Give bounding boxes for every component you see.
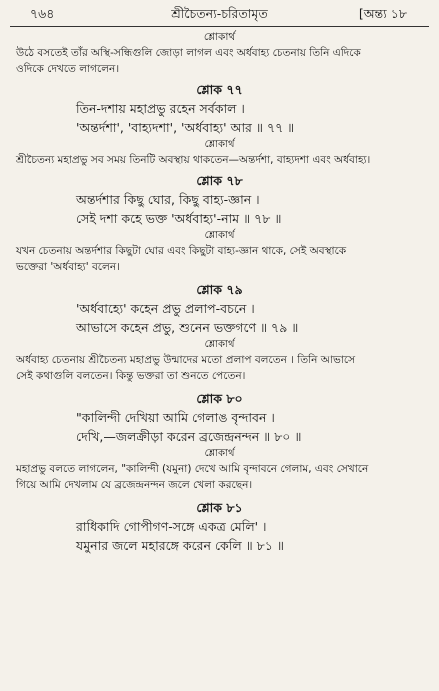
verse-number: শ্লোক ৭৯ bbox=[196, 282, 243, 297]
verse-line: সেই দশা কহে ভক্ত 'অর্ধবাহ্য'-নাম ॥ ৭৮ ॥ bbox=[76, 211, 282, 226]
verse-line: 'অন্তর্দশা', 'বাহ্যদশা', 'অর্ধবাহ্য' আর ॥ ৭৭ ॥ bbox=[76, 120, 295, 135]
verse-number: শ্লোক ৮১ bbox=[196, 500, 243, 515]
text-line: মহাপ্রভু বলতে লাগলেন, "কালিন্দী (যমুনা) দেখে আমি বৃন্দাবনে গেলাম, এবং সেখানে bbox=[16, 463, 369, 475]
text-line: গিয়ে আমি দেখলাম যে ব্রজেন্দ্রনন্দন জলে খেলা করছেন। bbox=[16, 479, 253, 491]
text-line: উঠে বসতেই তাঁর অস্থি-সন্ধিগুলি জোড়া লাগল এবং অর্ধবাহ্য চেতনায় তিনি এদিকে bbox=[16, 47, 361, 59]
verse-line: 'অর্ধবাহ্যে' কহেন প্রভু প্রলাপ-বচনে । bbox=[76, 301, 255, 316]
verse-number: শ্লোক ৭৮ bbox=[196, 173, 243, 188]
text-line: ওদিকে দেখতে লাগলেন। bbox=[16, 63, 120, 75]
translation-label: শ্লোকার্থ bbox=[204, 339, 235, 350]
verse-line: যমুনার জলে মহারঙ্গে করেন কেলি ॥ ৮১ ॥ bbox=[76, 538, 284, 553]
translation-label: শ্লোকার্থ bbox=[204, 139, 235, 150]
translation-paragraph bbox=[16, 243, 423, 275]
translation-label: শ্লোকার্থ bbox=[203, 31, 236, 43]
verse-line: তিন-দশায় মহাপ্রভু রহেন সর্বকাল । bbox=[76, 101, 245, 116]
verse-text bbox=[16, 99, 423, 137]
verse-text bbox=[16, 408, 423, 446]
verse-number: শ্লোক ৭৭ bbox=[196, 82, 243, 97]
chapter-marker: [অন্ত্য ১৮ bbox=[358, 6, 407, 21]
verse-text bbox=[16, 299, 423, 337]
text-line: সেই কথাগুলি বলতেন। কিন্তু ভক্তরা তা শুনতে পেতেন। bbox=[16, 370, 246, 382]
text-line: যখন চেতনায় অন্তর্দশার কিছুটা ঘোর এবং কিছুটা বাহ্য-জ্ঞান থাকে, সেই অবস্থাকে bbox=[16, 245, 347, 257]
text-line: শ্রীচৈতন্য মহাপ্রভু সব সময় তিনটি অবস্থায় থাকতেন—অন্তর্দশা, বাহ্যদশা এবং অর্ধবাহ্য। bbox=[16, 154, 371, 166]
translation-paragraph bbox=[16, 152, 423, 168]
text-line: ভক্তেরা 'অর্ধবাহ্য' বলেন। bbox=[16, 261, 120, 273]
verse-line: দেখি,—জলক্রীড়া করেন ব্রজেন্দ্রনন্দন ॥ ৮০ ॥ bbox=[76, 429, 302, 444]
verse-line: অন্তর্দশার কিছু ঘোর, কিছু বাহ্য-জ্ঞান । bbox=[76, 192, 260, 207]
verse-line: "কালিন্দী দেখিয়া আমি গেলাঙ বৃন্দাবন । bbox=[76, 410, 275, 425]
translation-label: শ্লোকার্থ bbox=[204, 230, 235, 241]
translation-label: শ্লোকার্থ bbox=[204, 448, 235, 459]
verse-line: রাধিকাদি গোপীগণ-সঙ্গে একত্র মেলি' । bbox=[76, 519, 267, 534]
text-line: অর্ধবাহ্য চেতনায় শ্রীচৈতন্য মহাপ্রভু উন্মাদের মতো প্রলাপ বলতেন । তিনি আভাসে bbox=[16, 354, 356, 366]
verse-line: আভাসে কহেন প্রভু, শুনেন ভক্তগণে ॥ ৭৯ ॥ bbox=[76, 320, 299, 335]
header-rule bbox=[10, 26, 429, 27]
verse-number: শ্লোক ৮০ bbox=[196, 391, 243, 406]
page-header bbox=[18, 0, 421, 26]
page-body bbox=[16, 30, 423, 555]
translation-paragraph bbox=[16, 352, 423, 384]
verse-text bbox=[16, 517, 423, 555]
running-title: শ্রীচৈতন্য-চরিতামৃত bbox=[171, 6, 268, 21]
verse-text bbox=[16, 190, 423, 228]
page-number: ৭৬৪ bbox=[30, 6, 55, 21]
translation-paragraph bbox=[16, 461, 423, 493]
translation-paragraph bbox=[16, 45, 423, 77]
